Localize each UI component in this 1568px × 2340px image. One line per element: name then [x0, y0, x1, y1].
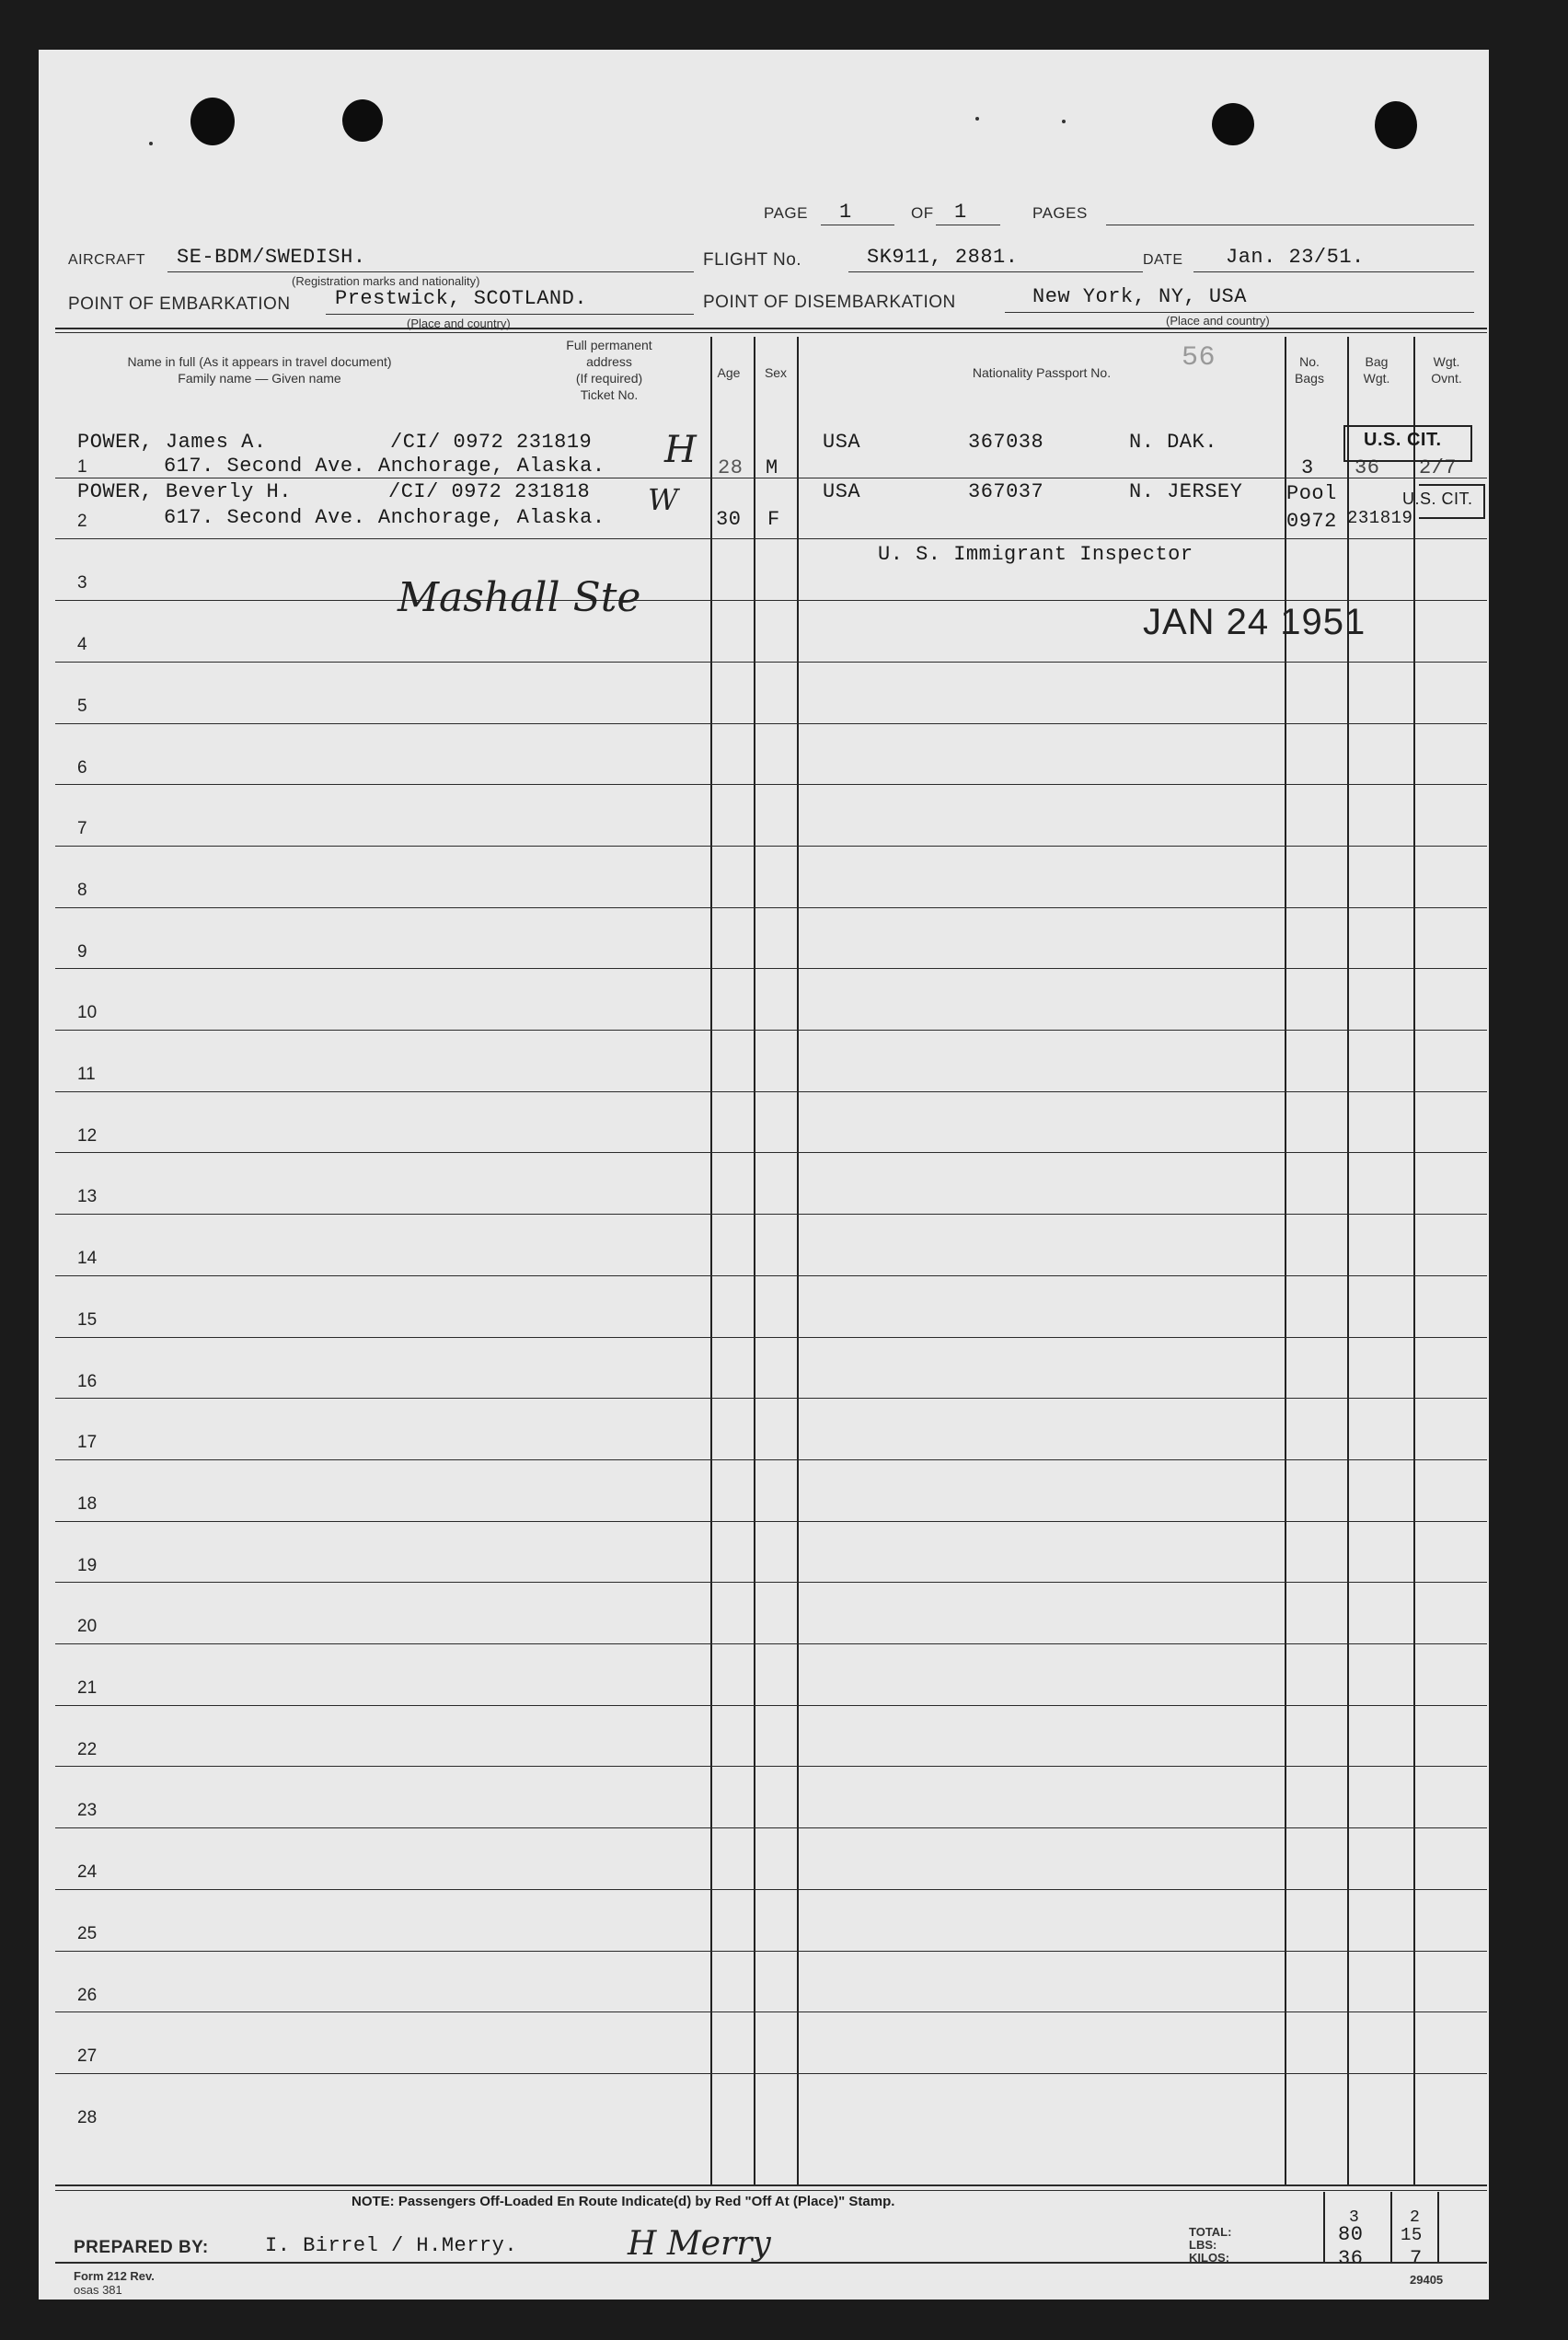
form-label: Form 212 Rev. — [74, 2269, 155, 2283]
row-number: 10 — [77, 1003, 98, 1023]
row-number: 17 — [77, 1433, 98, 1453]
passenger-1-address: 617. Second Ave. Anchorage, Alaska. — [164, 455, 605, 478]
row-rule — [55, 538, 1487, 539]
row-rule — [55, 1337, 1487, 1338]
row-number: 25 — [77, 1923, 98, 1943]
passenger-2-nationality: USA — [823, 480, 861, 503]
row-number: 8 — [77, 880, 87, 900]
passenger-1-state: N. DAK. — [1129, 431, 1217, 454]
row-number: 23 — [77, 1801, 98, 1821]
embarkation-label: POINT OF EMBARKATION — [68, 294, 291, 314]
col-sex: Sex — [764, 365, 788, 380]
row-number: 9 — [77, 941, 87, 962]
col-wgt-ovnt: Wgt. Ovnt. — [1431, 354, 1462, 386]
row-number: 13 — [77, 1187, 98, 1207]
passenger-2-age: 30 — [716, 508, 742, 531]
flight-value: SK911, 2881. — [867, 246, 1019, 269]
row-rule — [55, 1091, 1487, 1092]
row-rule — [55, 2073, 1487, 2074]
passenger-1-sex: M — [766, 456, 778, 479]
passenger-1-bag-wgt: 36 — [1355, 456, 1380, 479]
row-rule — [55, 1030, 1487, 1031]
row-rule — [55, 846, 1487, 847]
total-label: TOTAL: — [1189, 2225, 1232, 2239]
row-rule — [55, 723, 1487, 724]
col-nationality: Nationality Passport No. — [972, 365, 1112, 380]
passenger-1-wgt-ovnt: 2/7 — [1419, 456, 1458, 479]
row-rule — [55, 907, 1487, 908]
row-rule — [55, 662, 1487, 663]
offloaded-note: NOTE: Passengers Off-Loaded En Route Indicate(d) by Red "Off At (Place)" Stamp. — [352, 2194, 895, 2209]
embarkation-caption: (Place and country) — [407, 317, 511, 330]
passenger-2-passport: 367037 — [968, 480, 1044, 503]
row-rule — [55, 1766, 1487, 1767]
passenger-2-bag-wgt: 231819 — [1347, 508, 1413, 528]
row-rule — [55, 1152, 1487, 1153]
row-number: 28 — [77, 2107, 98, 2127]
row-rule — [55, 1459, 1487, 1460]
form-sub: osas 381 — [74, 2283, 122, 2297]
us-citizen-stamp-1: U.S. CIT. — [1343, 425, 1472, 462]
row-number: 27 — [77, 2046, 98, 2067]
punch-hole — [342, 99, 383, 142]
aircraft-label: AIRCRAFT — [68, 252, 145, 268]
lbs-bags: 80 — [1338, 2223, 1364, 2246]
row-number: 22 — [77, 1739, 98, 1759]
page-value: 1 — [839, 201, 852, 224]
col-name: Name in full (As it appears in travel document) Family name — Given name — [127, 354, 392, 386]
aircraft-caption: (Registration marks and nationality) — [292, 274, 480, 288]
row-number: 20 — [77, 1617, 98, 1637]
passenger-1-name: POWER, James A. — [77, 431, 267, 454]
row-number: 3 — [77, 573, 87, 594]
row-number: 4 — [77, 635, 87, 655]
row-rule — [55, 1398, 1487, 1399]
aircraft-value: SE-BDM/SWEDISH. — [177, 246, 366, 269]
row-number: 16 — [77, 1371, 98, 1391]
of-label: OF — [911, 204, 934, 222]
initials-mark-2: W — [648, 482, 678, 517]
page-label: PAGE — [764, 204, 808, 222]
page-number-stamp: 56 — [1182, 342, 1216, 374]
col-bags: No. Bags — [1295, 354, 1324, 386]
form-code: 29405 — [1410, 2273, 1444, 2287]
passenger-1-passport: 367038 — [968, 431, 1044, 454]
inspector-title: U. S. Immigrant Inspector — [878, 543, 1193, 566]
punch-hole — [1375, 101, 1417, 149]
pages-label: PAGES — [1032, 204, 1088, 222]
inspector-signature: Mashall Ste — [398, 574, 641, 621]
of-value: 1 — [954, 201, 967, 224]
row-rule — [55, 1582, 1487, 1583]
row-rule — [55, 1951, 1487, 1952]
row-number: 7 — [77, 819, 87, 839]
prepared-by-label: PREPARED BY: — [74, 2238, 209, 2257]
total-bags: 3 — [1349, 2208, 1360, 2227]
passenger-2-ticket: /CI/ 0972 231818 — [388, 480, 591, 503]
kilos-bags: 36 — [1338, 2247, 1364, 2270]
row-rule — [55, 968, 1487, 969]
prepared-by-value: I. Birrel / H.Merry. — [265, 2234, 518, 2257]
passenger-1-nationality: USA — [823, 431, 861, 454]
passenger-2-state: N. JERSEY — [1129, 480, 1243, 503]
row-number: 6 — [77, 757, 87, 778]
date-label: DATE — [1143, 252, 1183, 268]
col-bag-wgt: Bag Wgt. — [1363, 354, 1390, 386]
passenger-1-age: 28 — [718, 456, 744, 479]
row-rule — [55, 1275, 1487, 1276]
col-age: Age — [717, 365, 741, 380]
row-number: 15 — [77, 1309, 98, 1330]
row-number: 12 — [77, 1125, 98, 1146]
passenger-2-bags: Pool — [1286, 482, 1337, 505]
row-rule — [55, 1521, 1487, 1522]
us-citizen-stamp-2: U.S. CIT. — [1419, 484, 1485, 519]
passenger-1-bags: 3 — [1301, 456, 1314, 479]
row-rule — [55, 1889, 1487, 1890]
row-rule — [55, 1827, 1487, 1828]
date-value: Jan. 23/51. — [1226, 246, 1365, 269]
initials-mark-1: H — [664, 429, 697, 471]
row-rule — [55, 600, 1487, 601]
prepared-by-signature: H Merry — [628, 2225, 771, 2263]
flight-label: FLIGHT No. — [703, 250, 802, 270]
row-number-2: 2 — [77, 512, 87, 531]
row-number: 14 — [77, 1249, 98, 1269]
embarkation-value: Prestwick, SCOTLAND. — [335, 287, 588, 310]
total-ovnt: 2 — [1410, 2208, 1421, 2227]
disembarkation-caption: (Place and country) — [1166, 314, 1270, 328]
row-number: 21 — [77, 1678, 98, 1698]
disembarkation-value: New York, NY, USA — [1032, 285, 1247, 308]
kilos-ovnt: 7 — [1410, 2247, 1423, 2270]
row-rule — [55, 1705, 1487, 1706]
disembarkation-label: POINT OF DISEMBARKATION — [703, 293, 956, 312]
row-number: 11 — [77, 1065, 96, 1084]
passenger-2-address: 617. Second Ave. Anchorage, Alaska. — [164, 506, 605, 529]
row-number: 18 — [77, 1493, 98, 1514]
passenger-2-sex: F — [767, 508, 780, 531]
row-number: 19 — [77, 1555, 98, 1575]
row-rule — [55, 1214, 1487, 1215]
manifest-sheet — [39, 50, 1489, 2300]
row-number: 24 — [77, 1862, 98, 1883]
row-rule — [55, 2011, 1487, 2012]
row-rule — [55, 784, 1487, 785]
row-rule — [55, 1643, 1487, 1644]
lbs-label: LBS: — [1189, 2238, 1217, 2252]
date-stamp: JAN 24 1951 — [1143, 602, 1366, 642]
passenger-2-ticket-short: 0972 — [1286, 510, 1337, 533]
row-number-1: 1 — [77, 457, 87, 477]
row-number: 5 — [77, 696, 87, 716]
lbs-ovnt: 15 — [1401, 2225, 1423, 2245]
col-address: Full permanent address (If required) Ticket No. — [566, 338, 652, 402]
punch-hole — [190, 98, 235, 145]
passenger-2-name: POWER, Beverly H. — [77, 480, 292, 503]
passenger-1-ticket: /CI/ 0972 231819 — [390, 431, 593, 454]
punch-hole — [1212, 103, 1254, 145]
kilos-label: KILOS: — [1189, 2251, 1230, 2265]
row-number: 26 — [77, 1985, 98, 2005]
